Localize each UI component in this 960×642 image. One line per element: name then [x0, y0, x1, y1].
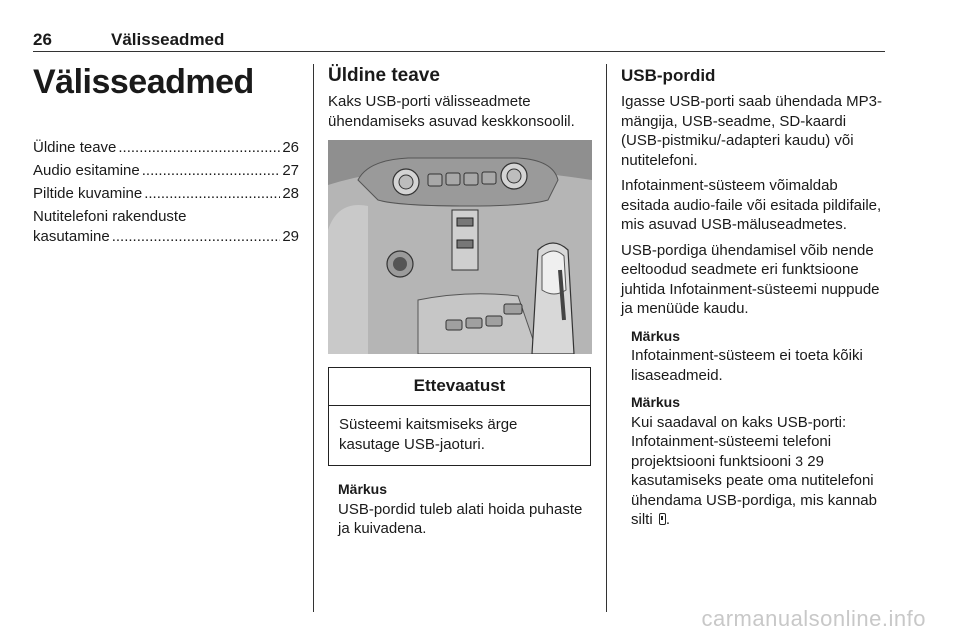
toc-entry-label: Üldine teave	[33, 139, 117, 156]
header-rule	[33, 51, 885, 52]
toc-leader	[142, 161, 281, 181]
general-intro: Kaks USB-porti välisseadmete ühendamiseks asuvad keskkonsoolil.	[328, 93, 575, 130]
console-usb-illustration	[328, 140, 592, 354]
page-header	[33, 30, 885, 52]
toc-leader	[118, 138, 280, 158]
toc-column	[33, 60, 299, 250]
note-box	[338, 480, 592, 539]
toc-entry[interactable]	[33, 138, 299, 158]
note-box	[631, 327, 883, 386]
general-info-column	[328, 64, 592, 539]
note-box	[631, 393, 883, 530]
toc-entry[interactable]	[33, 207, 299, 247]
page-number: 26	[33, 30, 52, 49]
toc-entry-page: 27	[282, 162, 299, 179]
column-divider	[606, 64, 607, 612]
toc-entry-page: 26	[282, 139, 299, 156]
usb-paragraph-3: USB-pordiga ühendamisel võib nende eeltoodud seadmete eri funktsioone juhtida Infotainment-süsteemi nuppude ja menüüde kaudu.	[621, 241, 880, 317]
note-text-cont: kasutamiseks peate oma nutitelefoni ühendama USB-pordiga, mis kannab silti	[631, 472, 877, 528]
toc-entry[interactable]	[33, 184, 299, 204]
toc-entry-page: 28	[282, 185, 299, 202]
caution-box	[328, 367, 591, 466]
section-title-usb: USB-pordid	[621, 66, 716, 85]
usb-paragraph-2: Infotainment-süsteem võimaldab esitada audio-faile või esitada pildifaile, mis asuvad USB-mäluseadmetes.	[621, 177, 882, 233]
page-ref-arrow-icon: 3	[795, 452, 804, 469]
table-of-contents	[33, 138, 299, 247]
toc-leader	[144, 184, 280, 204]
usb-paragraph-1: Igasse USB-porti saab ühendada MP3-mängija, USB-seadme, SD-kaardi (USB-pistmiku/-adapteri kaudu) või nutitelefoni.	[621, 93, 882, 169]
note-label: Märkus	[338, 481, 388, 497]
toc-entry-label: Audio esitamine	[33, 162, 140, 179]
toc-entry[interactable]	[33, 161, 299, 181]
note-text: Kui saadaval on kaks USB-porti: Infotainment-süsteemi telefoni projektsiooni funktsiooni	[631, 413, 847, 470]
chapter-title: Välisseadmed	[33, 63, 254, 101]
toc-entry-label: Piltide kuvamine	[33, 185, 143, 202]
note-label: Märkus	[631, 394, 681, 410]
watermark: carmanualsonline.info	[701, 606, 926, 631]
section-title-general: Üldine teave	[328, 65, 440, 86]
usb-ports-column	[621, 64, 883, 530]
note-text: Infotainment-süsteem ei toeta kõiki lisaseadmeid.	[631, 347, 863, 384]
toc-entry-label: Nutitelefoni rakenduste	[33, 208, 187, 225]
toc-entry-page: 29	[282, 228, 299, 245]
usb-label-icon	[659, 513, 666, 525]
running-title: Välisseadmed	[111, 30, 225, 49]
console-drawing	[328, 140, 592, 354]
note-label: Märkus	[631, 327, 681, 344]
caution-heading: Ettevaatust	[329, 368, 590, 406]
toc-entry-label-cont: kasutamine	[33, 228, 110, 245]
toc-leader	[112, 227, 281, 247]
note-text: USB-pordid tuleb alati hoida puhaste ja kuivadena.	[338, 500, 583, 537]
column-divider	[313, 64, 314, 612]
note-end: .	[665, 511, 671, 528]
caution-text: Süsteemi kaitsmiseks ärge kasutage USB-jaoturi.	[339, 416, 518, 453]
page-ref-link[interactable]: 29	[807, 452, 824, 470]
